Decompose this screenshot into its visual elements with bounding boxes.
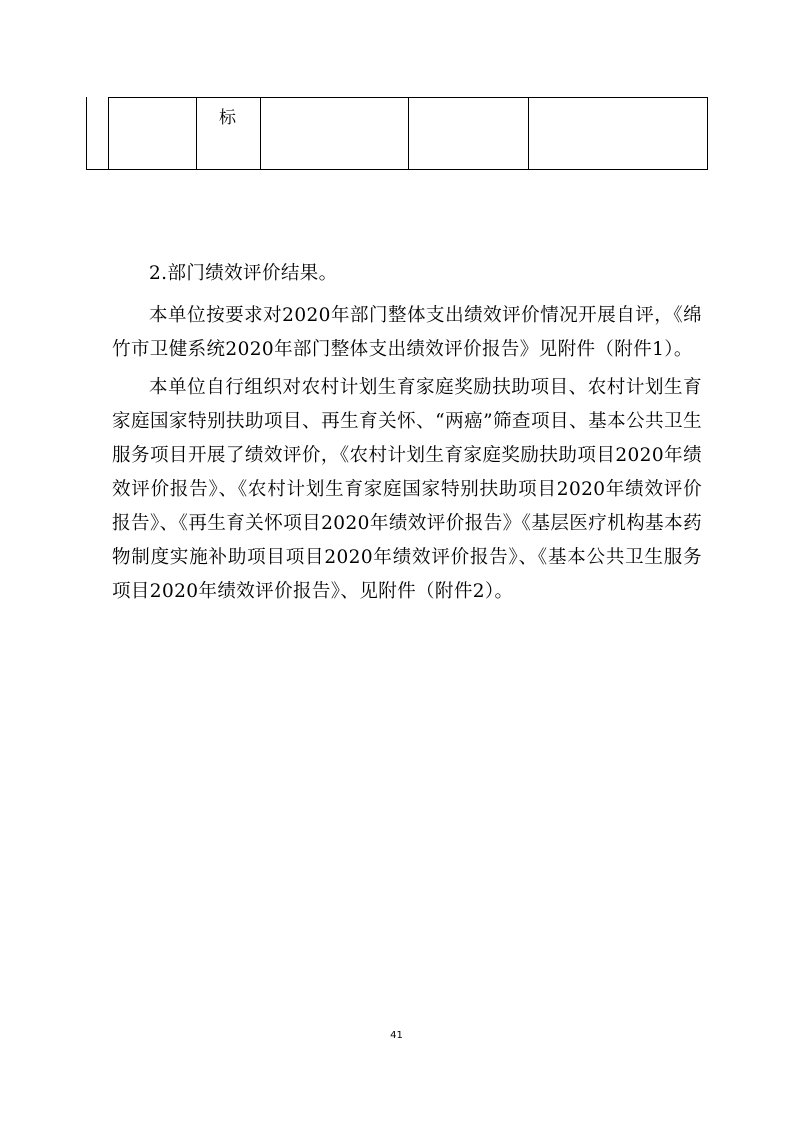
table-border-right	[707, 97, 708, 170]
table-top-border	[108, 97, 708, 98]
section-heading: 2.部门绩效评价结果。	[149, 263, 338, 284]
table-column-line	[196, 97, 197, 170]
table-bottom-border	[86, 169, 708, 170]
table-border-left	[86, 97, 87, 170]
body-content	[112, 257, 702, 609]
table-column-line	[528, 97, 529, 170]
paragraph-project-evaluation: 本单位自行组织对农村计划生育家庭奖励扶助项目、农村计划生育家庭国家特别扶助项目、再生育关怀、“两癌”筛查项目、基本公共卫生服务项目开展了绩效评价，《农村计划生育家庭奖励扶助项目2020年绩效评价报告》、《农村计划生育家庭国家特别扶助项目2020年绩效评价报告》、《再生育关怀项目2020年绩效评价报告》《基层医疗机构基本药物制度实施补助项目项目2020年绩效评价报告》、《基本公共卫生服务项目2020年绩效评价报告》、见附件（附件2）。	[112, 377, 702, 602]
table-cell-text: 标	[219, 108, 236, 128]
table-fragment	[86, 97, 708, 170]
paragraph-self-evaluation: 本单位按要求对2020年部门整体支出绩效评价情况开展自评，《绵竹市卫健系统2020年部门整体支出绩效评价报告》见附件（附件1）。	[112, 305, 702, 360]
table-column-line	[108, 97, 109, 170]
table-column-line	[260, 97, 261, 170]
page-number: 41	[390, 1030, 403, 1041]
table-column-line	[408, 97, 409, 170]
